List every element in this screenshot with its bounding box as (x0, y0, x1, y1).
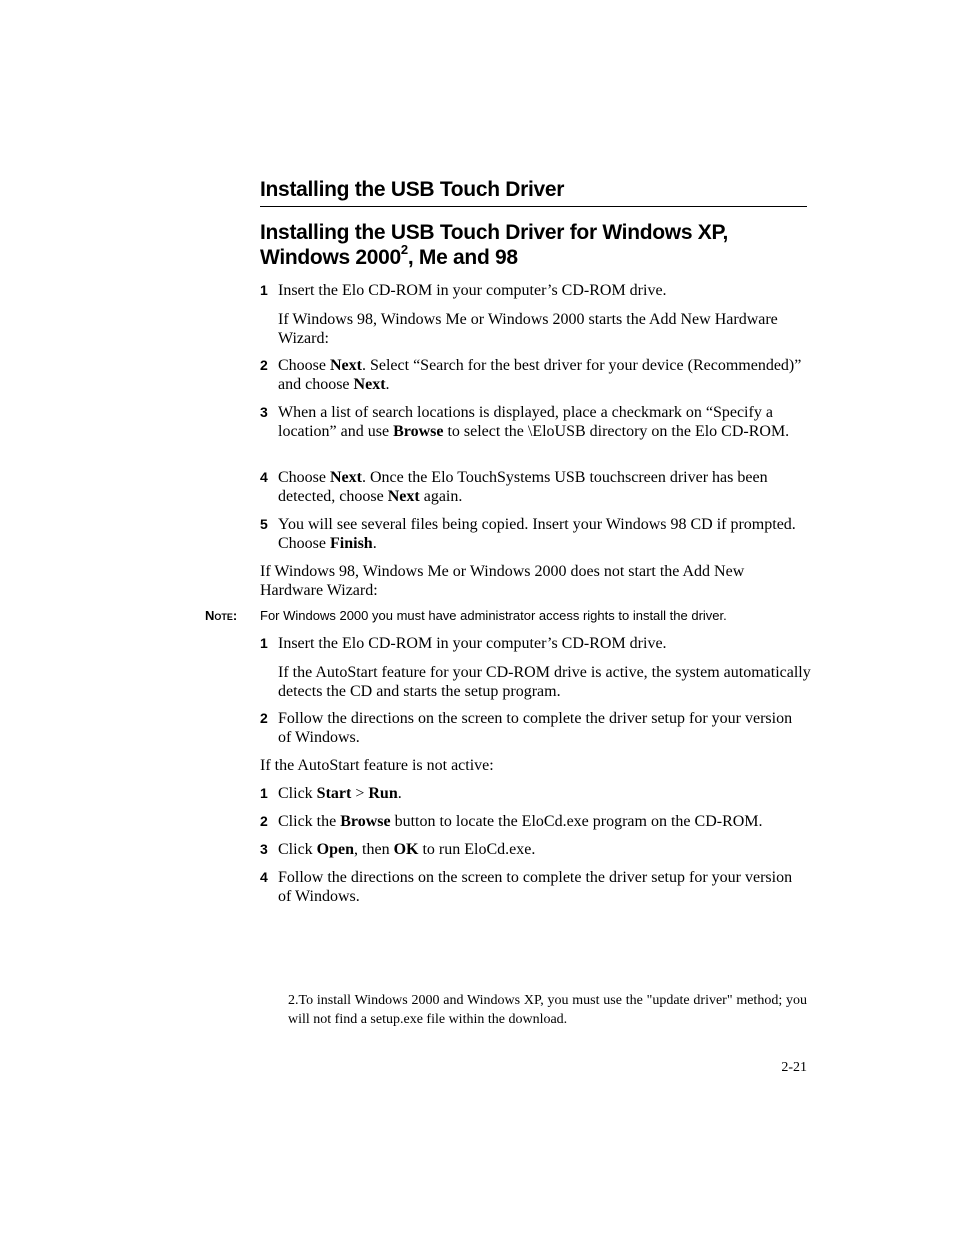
footnote-marker: 2 (400, 242, 408, 257)
list1-item-4 (260, 468, 807, 506)
step-text: Choose Next. Select “Search for the best driver for your device (Recommended)” and choose Next. (278, 357, 802, 393)
step-text: Choose Next. Once the Elo TouchSystems USB touchscreen driver has been detected, choose Next again. (278, 469, 768, 505)
subsection-title (260, 220, 807, 270)
paragraph-no-wizard: If Windows 98, Windows Me or Windows 2000 does not start the Add New Hardware Wizard: (260, 563, 745, 599)
step-number: 1 (260, 785, 268, 801)
list2-item-1 (260, 634, 807, 653)
page-number: 2-21 (781, 1060, 807, 1075)
list1-item-3 (260, 403, 807, 441)
note-text: For Windows 2000 you must have administrator access rights to install the driver. (260, 608, 727, 623)
step-text: Click the Browse button to locate the EloCd.exe program on the CD-ROM. (278, 813, 763, 830)
step-number: 4 (260, 869, 268, 885)
step-number: 5 (260, 516, 268, 532)
paragraph-not-active: If the AutoStart feature is not active: (260, 757, 494, 774)
step-text: Follow the directions on the screen to complete the driver setup for your version of Windows. (278, 710, 793, 746)
step-number: 4 (260, 469, 268, 485)
list1-item-2 (260, 356, 807, 394)
note-label: Note: (205, 608, 238, 623)
step-text: Insert the Elo CD-ROM in your computer’s CD-ROM drive. (278, 282, 667, 299)
step-number: 2 (260, 357, 268, 373)
list3-item-4 (260, 868, 807, 906)
footnote: 2.To install Windows 2000 and Windows XP, you must use the "update driver" method; you will not find a setup.exe file within the download. (288, 993, 807, 1027)
list3-item-1 (260, 784, 807, 803)
list1-item-5 (260, 515, 807, 553)
step-text: Click Open, then OK to run EloCd.exe. (278, 841, 536, 858)
step-text: Insert the Elo CD-ROM in your computer’s CD-ROM drive. (278, 635, 667, 652)
step-number: 1 (260, 635, 268, 651)
list1-subpara: If Windows 98, Windows Me or Windows 2000 starts the Add New Hardware Wizard: (278, 311, 778, 347)
subsection-title-text: Installing the USB Touch Driver for Windows XP, Windows 2000 (260, 221, 728, 269)
step-number: 3 (260, 841, 268, 857)
step-number: 2 (260, 710, 268, 726)
subsection-title-tail: , Me and 98 (407, 246, 518, 269)
step-text: When a list of search locations is displayed, place a checkmark on “Specify a location” and use Browse to select the \EloUSB directory on the Elo CD-ROM. (278, 404, 790, 440)
step-number: 3 (260, 404, 268, 420)
step-number: 1 (260, 282, 268, 298)
note (205, 607, 807, 625)
list1-item-1 (260, 281, 807, 300)
list2-item-2 (260, 709, 807, 747)
step-text: You will see several files being copied. Insert your Windows 98 CD if prompted. Choose Finish. (278, 516, 796, 552)
step-number: 2 (260, 813, 268, 829)
step-text: Click Start > Run. (278, 785, 402, 802)
step-text: Follow the directions on the screen to complete the driver setup for your version of Windows. (278, 869, 793, 905)
list2-subpara: If the AutoStart feature for your CD-ROM drive is active, the system automatically detects the CD and starts the setup program. (278, 664, 811, 700)
list3-item-3 (260, 840, 807, 859)
list3-item-2 (260, 812, 807, 831)
section-title: Installing the USB Touch Driver (260, 176, 807, 207)
